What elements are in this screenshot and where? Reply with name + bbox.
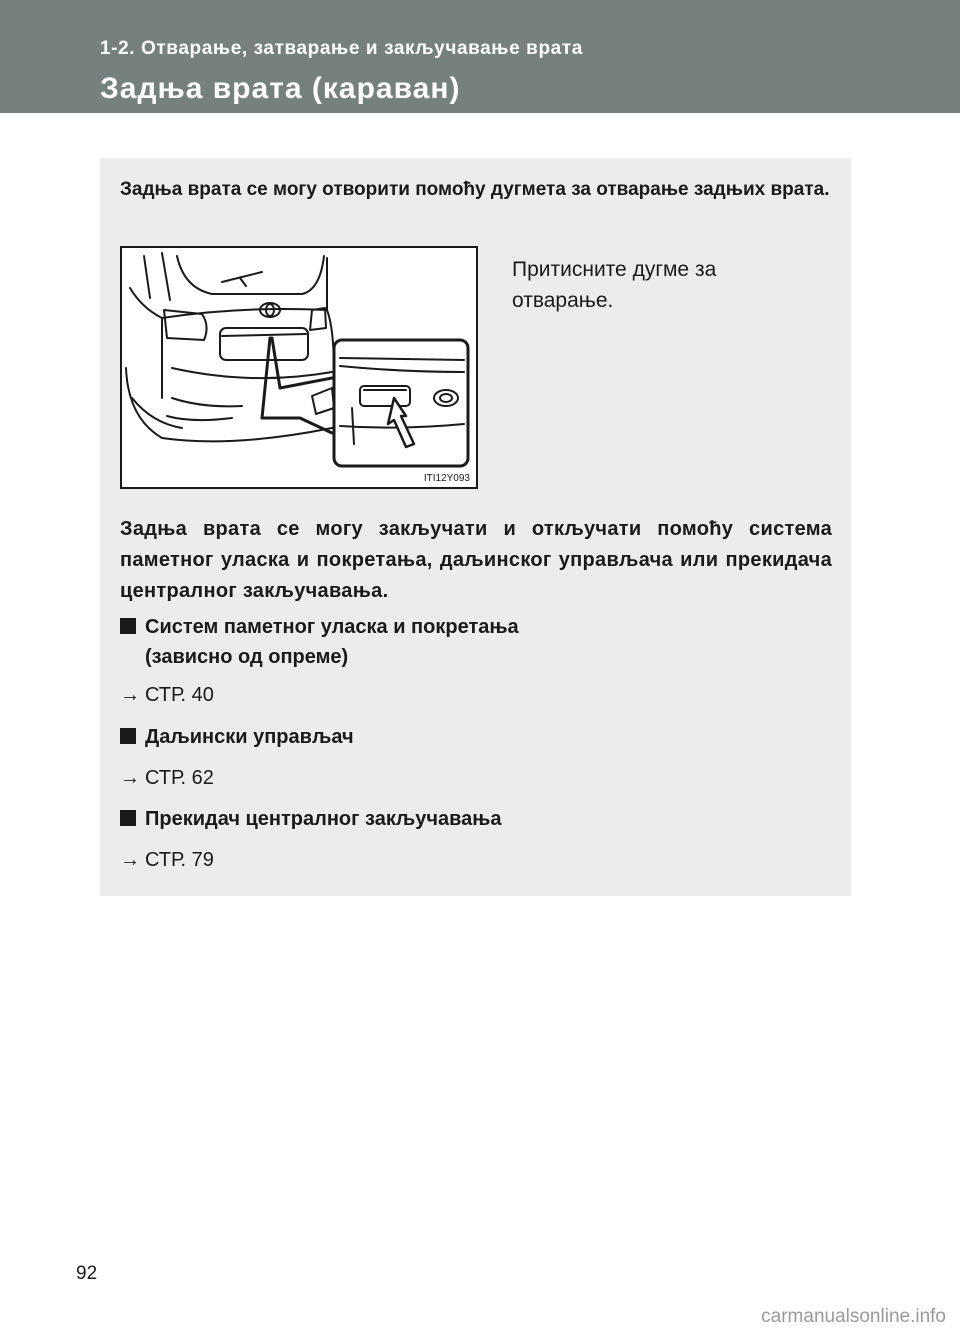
page-reference-central-lock[interactable]: → СТР. 79 [120, 849, 214, 871]
section-heading-remote: Даљински управљач [120, 722, 354, 752]
page-number: 92 [76, 1263, 98, 1284]
page-header [0, 0, 960, 113]
page-reference-smart-entry[interactable]: → СТР. 40 [120, 684, 214, 706]
tailgate-opener-illustration [122, 248, 476, 487]
right-arrow-icon: → [120, 684, 140, 706]
tailgate-figure [120, 246, 478, 489]
right-arrow-icon: → [120, 849, 140, 871]
page-title: Задња врата (караван) [100, 72, 461, 105]
section-label: 1-2. Отварање, затварање и закључавање врата [100, 38, 583, 59]
page-reference-remote[interactable]: → СТР. 62 [120, 767, 214, 789]
figure-callout: Притисните дугме за отварање. [512, 258, 717, 312]
intro-text: Задња врата се могу отворити помоћу дугмета за отварање задњих врата. [120, 179, 830, 200]
square-bullet-icon [120, 728, 136, 744]
watermark: carmanualsonline.info [761, 1306, 946, 1327]
section-heading-smart-entry: Систем паметног уласка и покретања (зависно од опреме) [120, 612, 519, 672]
square-bullet-icon [120, 810, 136, 826]
body-paragraph: Задња врата се могу закључати и откључати помоћу система паметног уласка и покретања, даљинског управљача или прекидача централног закључавања. [120, 518, 832, 602]
section-heading-central-lock: Прекидач централног закључавања [120, 804, 501, 834]
square-bullet-icon [120, 618, 136, 634]
right-arrow-icon: → [120, 767, 140, 789]
figure-code: ITI12Y093 [423, 473, 470, 484]
content-box [100, 158, 851, 896]
